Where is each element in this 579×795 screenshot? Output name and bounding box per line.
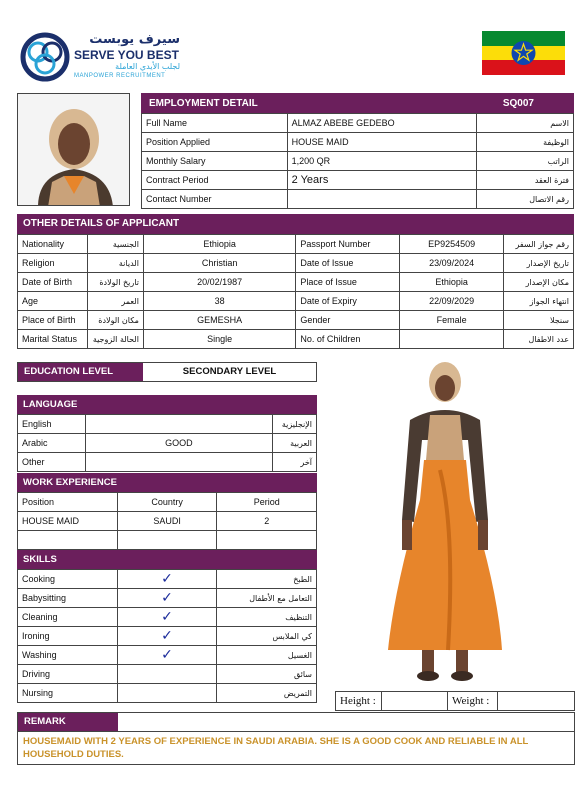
skill-row xyxy=(18,589,317,608)
other-value-2: EP9254509 xyxy=(400,235,504,254)
ethiopia-flag-icon xyxy=(482,31,565,75)
education-label: EDUCATION LEVEL xyxy=(18,363,143,381)
other-details-header: OTHER DETAILS OF APPLICANT xyxy=(17,214,574,234)
employment-row xyxy=(142,190,574,209)
other-details-row xyxy=(18,235,574,254)
brand-arabic-name: سيرف يوبست xyxy=(89,32,180,47)
work-row xyxy=(18,512,317,531)
remark-section xyxy=(17,712,575,765)
skill-row xyxy=(18,684,317,703)
other-value: GEMESHA xyxy=(143,311,295,330)
brand-arabic-sub: لجلب الأيدي العاملة xyxy=(115,62,180,71)
language-row xyxy=(18,453,317,472)
employment-label: Monthly Salary xyxy=(142,152,288,171)
language-level: GOOD xyxy=(85,434,272,453)
other-label-ar: الجنسية xyxy=(87,235,143,254)
other-label-ar: تاريخ الولادة xyxy=(87,273,143,292)
work-experience-table xyxy=(17,492,317,550)
employment-value: 2 Years xyxy=(287,171,477,190)
other-value-2: 22/09/2029 xyxy=(400,292,504,311)
other-label: Age xyxy=(18,292,88,311)
skill-row xyxy=(18,608,317,627)
logo-rings-icon xyxy=(20,32,70,82)
work-column-header: Position xyxy=(18,493,118,512)
skill-label-ar: كي الملابس xyxy=(217,627,317,646)
skill-label-ar: الغسيل xyxy=(217,646,317,665)
other-label-2-ar: مكان الإصدار xyxy=(503,273,573,292)
other-label: Date of Birth xyxy=(18,273,88,292)
other-label-2-ar: رقم جواز السفر xyxy=(503,235,573,254)
employment-label-ar: فترة العقد xyxy=(477,171,574,190)
language-row xyxy=(18,415,317,434)
skill-label-ar: التعامل مع الأطفال xyxy=(217,589,317,608)
other-value-2 xyxy=(400,330,504,349)
work-cell xyxy=(18,531,118,550)
language-label: English xyxy=(18,415,86,434)
height-value xyxy=(382,692,448,710)
other-value: Single xyxy=(143,330,295,349)
checkmark-icon: ✓ xyxy=(117,608,216,627)
other-label-2-ar: عدد الاطفال xyxy=(503,330,573,349)
employment-label-ar: رقم الاتصال xyxy=(477,190,574,209)
employment-label-ar: الراتب xyxy=(477,152,574,171)
employment-row xyxy=(142,114,574,133)
employment-label: Full Name xyxy=(142,114,288,133)
employment-value: HOUSE MAID xyxy=(287,133,477,152)
brand-sub: MANPOWER RECRUITMENT xyxy=(74,73,166,79)
work-column-header: Country xyxy=(117,493,217,512)
employment-value: ALMAZ ABEBE GEDEBO xyxy=(287,114,477,133)
other-value: Ethiopia xyxy=(143,235,295,254)
employment-label-ar: الاسم xyxy=(477,114,574,133)
employment-row xyxy=(142,152,574,171)
other-label-2-ar: انتهاء الجواز xyxy=(503,292,573,311)
other-label-2: Date of Expiry xyxy=(296,292,400,311)
work-row xyxy=(18,531,317,550)
weight-label: Weight : xyxy=(448,692,498,710)
other-details-row xyxy=(18,273,574,292)
checkmark-icon: ✓ xyxy=(117,627,216,646)
applicant-photo xyxy=(17,93,130,206)
skill-label-ar: التمريض xyxy=(217,684,317,703)
checkmark-icon: ✓ xyxy=(117,570,216,589)
brand-english-name: SERVE YOU BEST xyxy=(74,48,179,62)
other-label-ar: مكان الولادة xyxy=(87,311,143,330)
skill-row xyxy=(18,570,317,589)
other-label: Marital Status xyxy=(18,330,88,349)
language-label-ar: الإنجليزية xyxy=(273,415,317,434)
measurements-box xyxy=(335,691,575,711)
language-header: LANGUAGE xyxy=(17,395,317,414)
applicant-code: SQ007 xyxy=(502,97,534,109)
skill-row xyxy=(18,646,317,665)
skill-label: Driving xyxy=(18,665,118,684)
employment-row xyxy=(142,171,574,190)
employment-value xyxy=(287,190,477,209)
work-experience-header: WORK EXPERIENCE xyxy=(17,473,317,492)
language-label: Other xyxy=(18,453,86,472)
skill-label-ar: سائق xyxy=(217,665,317,684)
remark-text: HOUSEMAID WITH 2 YEARS OF EXPERIENCE IN SAUDI ARABIA. SHE IS A GOOD COOK AND RELIABLE IN ALL HOUSEHOLD DUTIES. xyxy=(17,732,575,765)
skill-label-ar: الطبخ xyxy=(217,570,317,589)
employment-table xyxy=(141,113,574,209)
skill-label: Cooking xyxy=(18,570,118,589)
checkmark-icon: ✓ xyxy=(117,646,216,665)
other-details-row xyxy=(18,254,574,273)
other-value: 20/02/1987 xyxy=(143,273,295,292)
other-value-2: Female xyxy=(400,311,504,330)
other-details-row xyxy=(18,311,574,330)
language-label-ar: آخر xyxy=(273,453,317,472)
work-header-row xyxy=(18,493,317,512)
other-details-table xyxy=(17,234,574,349)
skill-label: Cleaning xyxy=(18,608,118,627)
work-experience-section xyxy=(17,473,317,550)
applicant-full-photo xyxy=(380,360,510,685)
employment-detail-section xyxy=(141,93,574,209)
language-label-ar: العربية xyxy=(273,434,317,453)
skill-label: Ironing xyxy=(18,627,118,646)
work-cell xyxy=(117,531,217,550)
other-label-2: Date of Issue xyxy=(296,254,400,273)
skill-row xyxy=(18,627,317,646)
work-cell: SAUDI xyxy=(117,512,217,531)
other-value: 38 xyxy=(143,292,295,311)
employment-label-ar: الوظيفة xyxy=(477,133,574,152)
language-level xyxy=(85,415,272,434)
height-label: Height : xyxy=(336,692,382,710)
other-label-ar: العمر xyxy=(87,292,143,311)
other-label-ar: الديانة xyxy=(87,254,143,273)
employment-label: Contract Period xyxy=(142,171,288,190)
skills-header: SKILLS xyxy=(17,550,317,569)
skill-empty-cell xyxy=(117,684,216,703)
other-value: Christian xyxy=(143,254,295,273)
language-section xyxy=(17,395,317,472)
employment-label: Position Applied xyxy=(142,133,288,152)
other-label-2: Gender xyxy=(296,311,400,330)
employment-title: EMPLOYMENT DETAIL xyxy=(149,97,258,109)
skills-section xyxy=(17,550,317,703)
language-label: Arabic xyxy=(18,434,86,453)
work-cell: HOUSE MAID xyxy=(18,512,118,531)
skill-label: Babysitting xyxy=(18,589,118,608)
other-details-section xyxy=(17,214,574,349)
skill-empty-cell xyxy=(117,665,216,684)
education-value: SECONDARY LEVEL xyxy=(182,366,277,377)
other-label: Place of Birth xyxy=(18,311,88,330)
other-label-ar: الحالة الزوجية xyxy=(87,330,143,349)
skill-label-ar: التنظيف xyxy=(217,608,317,627)
other-label-2: Place of Issue xyxy=(296,273,400,292)
other-label-2-ar: سنجلا xyxy=(503,311,573,330)
language-table xyxy=(17,414,317,472)
employment-label: Contact Number xyxy=(142,190,288,209)
skill-label: Washing xyxy=(18,646,118,665)
language-level xyxy=(85,453,272,472)
other-label-2: No. of Children xyxy=(296,330,400,349)
other-label-2-ar: تاريخ الإصدار xyxy=(503,254,573,273)
other-details-row xyxy=(18,292,574,311)
other-details-row xyxy=(18,330,574,349)
skill-label: Nursing xyxy=(18,684,118,703)
other-label: Nationality xyxy=(18,235,88,254)
work-column-header: Period xyxy=(217,493,317,512)
employment-value: 1,200 QR xyxy=(287,152,477,171)
other-label: Religion xyxy=(18,254,88,273)
checkmark-icon: ✓ xyxy=(117,589,216,608)
language-row xyxy=(18,434,317,453)
other-value-2: 23/09/2024 xyxy=(400,254,504,273)
skills-table xyxy=(17,569,317,703)
skill-row xyxy=(18,665,317,684)
weight-value xyxy=(498,692,574,710)
company-logo xyxy=(20,32,180,82)
remark-header: REMARK xyxy=(18,713,118,731)
employment-row xyxy=(142,133,574,152)
other-value-2: Ethiopia xyxy=(400,273,504,292)
work-cell: 2 xyxy=(217,512,317,531)
education-section xyxy=(17,362,317,382)
work-cell xyxy=(217,531,317,550)
other-label-2: Passport Number xyxy=(296,235,400,254)
employment-header xyxy=(141,93,574,113)
